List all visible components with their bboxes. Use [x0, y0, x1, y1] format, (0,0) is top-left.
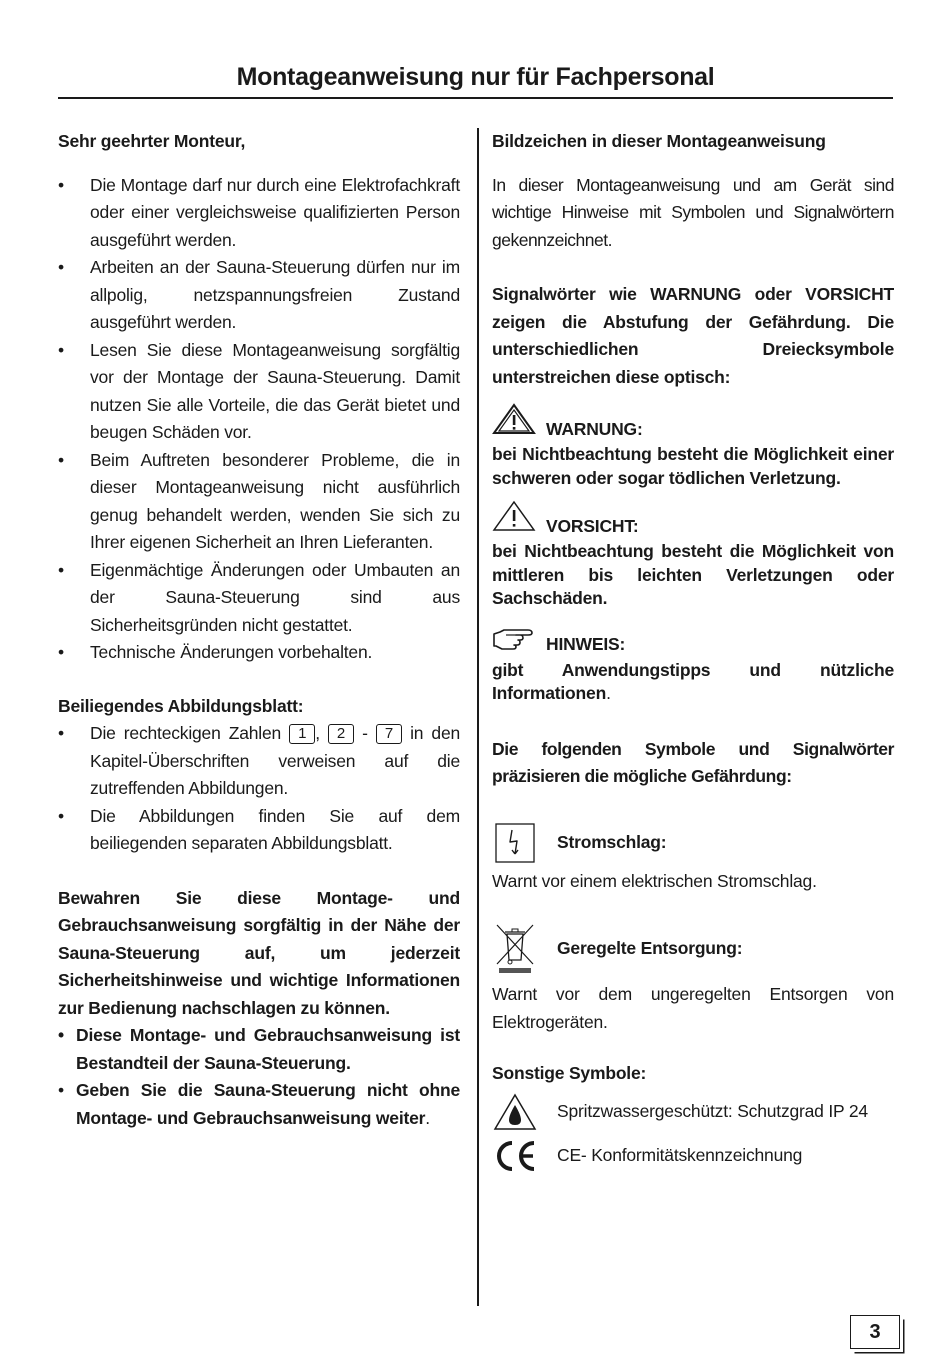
figure-sheet-heading: Beiliegendes Abbildungsblatt:	[58, 695, 304, 716]
figure-number-box: 7	[376, 724, 402, 744]
figure-bullet-text: in den Kapitel-Überschriften verweisen auf die zutreffenden Abbildungen.	[90, 723, 461, 798]
page-title: Montageanweisung nur für Fachpersonal	[236, 63, 715, 91]
warning-text: bei Nichtbeachtung besteht die Möglichkeit einer schweren oder sogar tödlichen Verletzung.	[492, 444, 894, 488]
figure-sheet-list	[58, 720, 460, 858]
left-column	[58, 128, 460, 1132]
note-text-end: .	[606, 683, 611, 703]
water-drop-icon	[492, 1092, 537, 1132]
list-item	[58, 1077, 460, 1132]
ce-mark-icon	[492, 1138, 537, 1174]
symbols-heading: Bildzeichen in dieser Montageanweisung	[492, 131, 826, 151]
shock-row	[492, 821, 894, 866]
list-item	[58, 720, 460, 803]
greeting: Sehr geehrter Monteur,	[58, 131, 246, 151]
keep-instructions-paragraph: Bewahren Sie diese Montage- und Gebrauchsanweisung sorgfältig in der Nähe der Sauna-Steuerung auf, um jederzeit Sicherheitshinweise und wichtige Informationen zur Bedienung nachschlagen zu können.	[58, 887, 460, 1018]
keep-bullet-end: .	[425, 1107, 430, 1128]
caution-block	[492, 510, 894, 611]
crossed-out-bin-icon	[492, 921, 537, 977]
caution-text: bei Nichtbeachtung besteht die Möglichkeit von mittleren bis leichten Verletzungen oder Sachschäden.	[492, 541, 894, 608]
splash-text: Spritzwassergeschützt: Schutzgrad IP 24	[557, 1100, 868, 1121]
list-item: • Die Montage darf nur durch eine Elektrofachkraft oder einer vergleichsweise qualifizierten Person ausgeführt werden.	[58, 172, 460, 255]
warning-block	[492, 413, 894, 490]
symbols-intro: In dieser Montageanweisung und am Gerät sind wichtige Hinweise mit Symbolen und Signalwörtern gekennzeichnet.	[492, 174, 894, 250]
shock-label: Stromschlag:	[557, 832, 667, 853]
note-text-main: gibt Anwendungstipps und nützliche Informationen	[492, 659, 894, 703]
disposal-row	[492, 921, 894, 977]
list-item: • Die Abbildungen finden Sie auf dem beiliegenden separaten Abbildungsblatt.	[58, 803, 460, 858]
shock-text: Warnt vor einem elektrischen Stromschlag.	[492, 870, 817, 891]
keep-bullet-text: Geben Sie die Sauna-Steuerung nicht ohne Montage- und Gebrauchsanweisung weiter	[76, 1080, 460, 1128]
list-item: • Eigenmächtige Änderungen oder Umbauten an der Sauna-Steuerung sind aus Sicherheitsgründen nicht gestattet.	[58, 557, 460, 640]
note-text	[492, 659, 894, 706]
figure-bullet-text: Die rechteckigen Zahlen	[90, 723, 282, 743]
figure-number-box: 1	[289, 724, 315, 744]
ce-text: CE- Konformitätskennzeichnung	[557, 1144, 803, 1165]
disposal-label: Geregelte Entsorgung:	[557, 938, 743, 959]
keep-instructions-list	[58, 1022, 460, 1132]
list-item: • Technische Änderungen vorbehalten.	[58, 639, 460, 667]
instructions-list	[58, 172, 460, 667]
list-item: • Beim Auftreten besonderer Probleme, die in dieser Montageanweisung nicht ausführlich genug behandelt werden, wenden Sie sich zu Ihrer eigenen Sicherheit an Ihren Lieferanten.	[58, 447, 460, 557]
list-item: • Diese Montage- und Gebrauchsanweisung ist Bestandteil der Sauna-Steuerung.	[58, 1022, 460, 1077]
lightning-bolt-icon	[492, 821, 537, 866]
warning-triangle-icon	[492, 403, 536, 444]
note-label: HINWEIS:	[546, 634, 626, 654]
warning-label: WARNUNG:	[546, 418, 643, 439]
note-block	[492, 629, 894, 706]
figure-number-box: 2	[328, 724, 354, 744]
following-symbols-intro: Die folgenden Symbole und Signalwörter präzisieren die mögliche Gefährdung:	[492, 738, 894, 786]
splash-row	[492, 1092, 894, 1132]
page-number: 3	[850, 1315, 900, 1349]
other-symbols-heading: Sonstige Symbole:	[492, 1063, 647, 1083]
right-column	[492, 128, 894, 1174]
column-divider	[477, 128, 479, 1306]
pointing-hand-icon	[492, 626, 536, 659]
list-item: • Lesen Sie diese Montageanweisung sorgfältig vor der Montage der Sauna-Steuerung. Damit nutzen Sie alle Vorteile, die das Gerät bietet und beugen Schäden vor.	[58, 337, 460, 447]
caution-label: VORSICHT:	[546, 515, 639, 536]
title-rule	[58, 97, 893, 99]
separator-text: ,	[315, 723, 320, 743]
signal-words-intro: Signalwörter wie WARNUNG oder VORSICHT zeigen die Abstufung der Gefährdung. Die unterschiedlichen Dreiecksymbole unterstreichen diese optisch:	[492, 284, 894, 387]
disposal-text: Warnt vor dem ungeregelten Entsorgen von Elektrogeräten.	[492, 984, 894, 1032]
caution-triangle-icon	[492, 500, 536, 541]
separator-text: -	[362, 723, 368, 743]
ce-row	[492, 1138, 894, 1174]
list-item: • Arbeiten an der Sauna-Steuerung dürfen nur im allpolig, netzspannungsfreien Zustand ausgeführt werden.	[58, 254, 460, 337]
